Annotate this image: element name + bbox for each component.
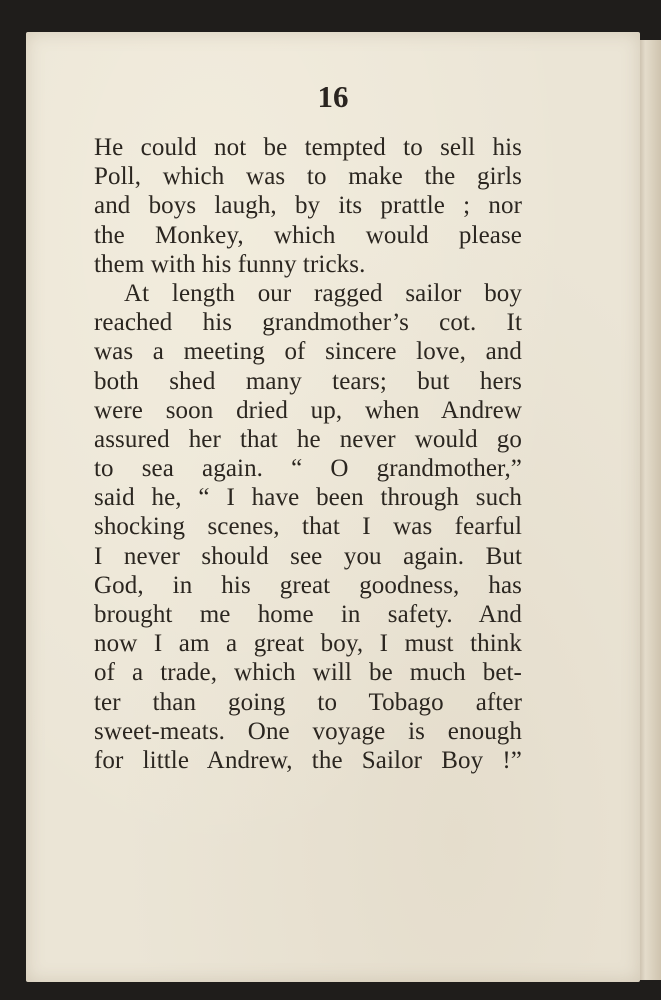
book-page xyxy=(26,32,640,982)
text-line: was a meeting of sincere love, and xyxy=(94,338,522,366)
text-line: now I am a great boy, I must think xyxy=(94,630,522,658)
text-line: sweet-meats. One voyage is enough xyxy=(94,717,522,745)
body-text xyxy=(94,133,522,775)
text-line: He could not be tempted to sell his xyxy=(94,134,522,161)
text-line: for little Andrew, the Sailor Boy !” xyxy=(94,746,522,774)
text-line: them with his funny tricks. xyxy=(94,250,366,278)
text-line: Poll, which was to make the girls xyxy=(94,163,522,191)
text-line: brought me home in safety. And xyxy=(94,601,522,628)
text-line: said he, “ I have been through such xyxy=(94,484,522,512)
text-line: God, in his great goodness, has xyxy=(94,571,522,599)
text-line: ter than going to Tobago after xyxy=(94,688,522,716)
text-line: assured her that he never would go xyxy=(94,425,522,453)
text-line: and boys laugh, by its prattle ; nor xyxy=(94,192,522,220)
text-line: both shed many tears; but hers xyxy=(94,367,522,395)
text-line: I never should see you again. But xyxy=(94,542,522,570)
text-line: to sea again. “ O grandmother,” xyxy=(94,455,522,483)
text-line: shocking scenes, that I was fearful xyxy=(94,513,522,541)
text-line: of a trade, which will be much bet- xyxy=(94,659,522,687)
text-line: were soon dried up, when Andrew xyxy=(94,396,522,424)
text-line: At length our ragged sailor boy xyxy=(124,279,522,307)
page-number: 16 xyxy=(317,79,349,114)
text-line: the Monkey, which would please xyxy=(94,221,522,249)
text-line: reached his grandmother’s cot. It xyxy=(94,309,522,337)
